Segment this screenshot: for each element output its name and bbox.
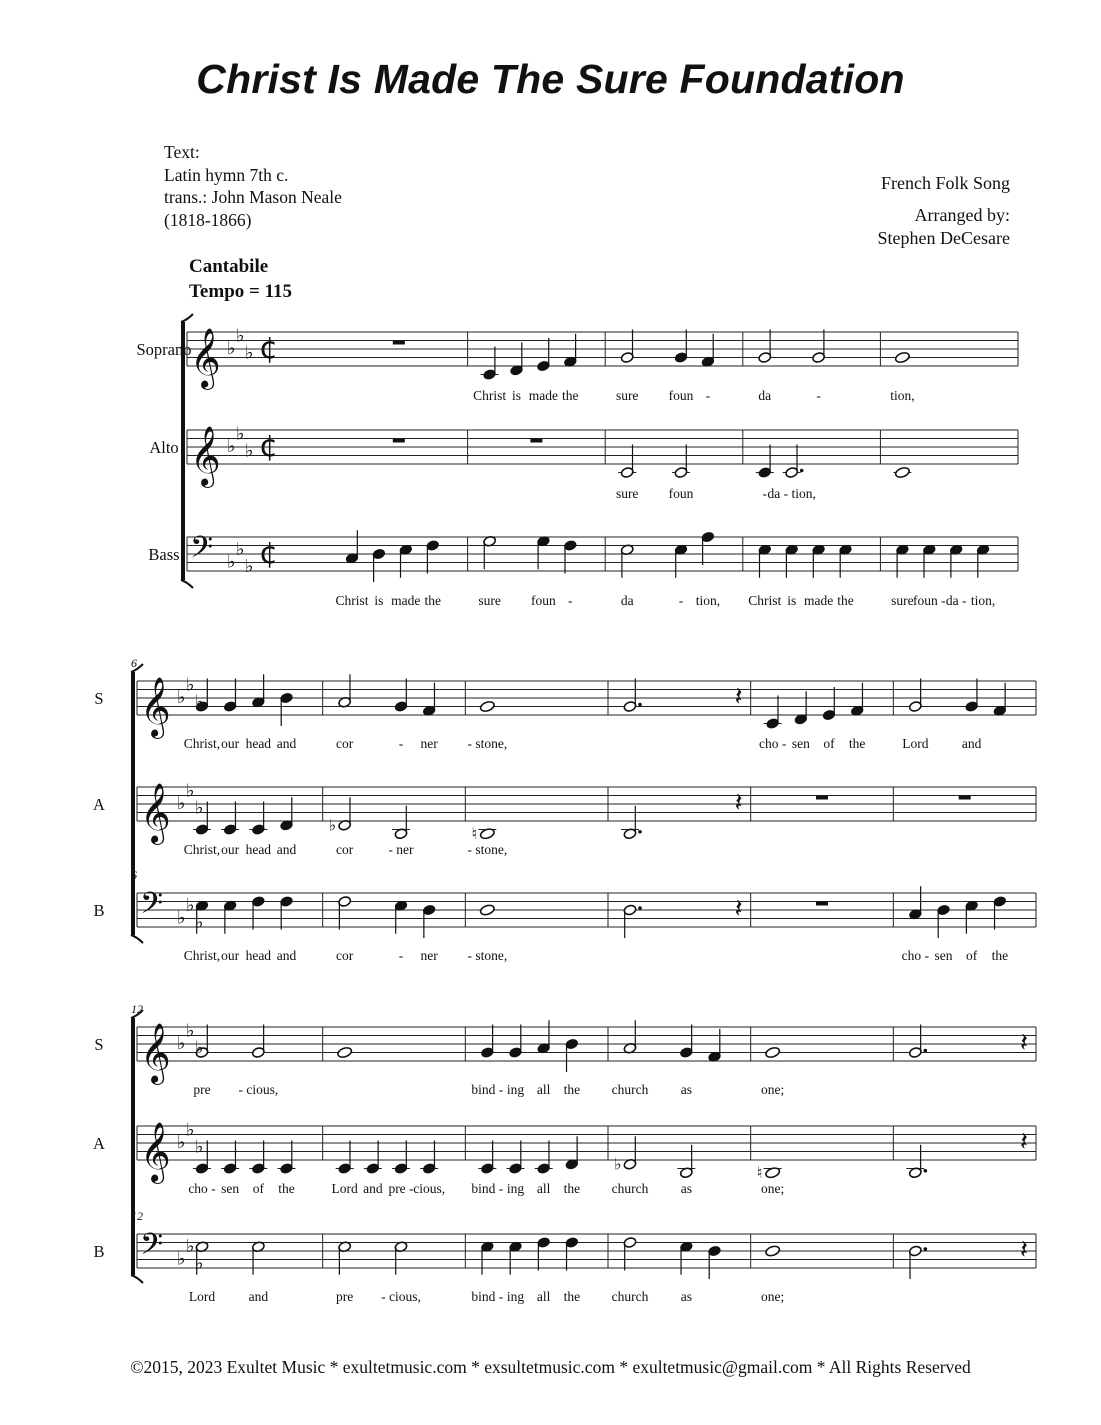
whole-rest-icon (393, 439, 405, 443)
lyric-syllable: tion, (890, 388, 915, 403)
quarter-rest-icon: 𝄽 (1020, 1235, 1028, 1265)
expression-marking: Cantabile (189, 256, 269, 277)
lyric-syllable: da (620, 593, 634, 608)
key-flat-icon: ♭ (227, 338, 236, 359)
quarter-rest-icon: 𝄽 (734, 682, 743, 712)
lyric-syllable: the (837, 593, 854, 608)
key-flat-icon: ♭ (177, 1033, 186, 1054)
lyric-syllable: all (536, 1289, 551, 1304)
lyric-syllable: cor (336, 948, 354, 963)
lyric-syllable: cho - (758, 736, 787, 751)
lyric-syllable: head (245, 736, 272, 751)
lyric-syllable: pre (193, 1082, 211, 1097)
lyric-syllable: bind - (471, 1181, 504, 1196)
text-credit-line: Latin hymn 7th c. (164, 164, 289, 185)
lyric-syllable: all (536, 1082, 551, 1097)
lyric-syllable: - (568, 593, 573, 608)
lyric-syllable: the (278, 1181, 295, 1196)
key-flat-icon: ♭ (195, 1252, 204, 1274)
lyric-syllable: Christ, (183, 948, 221, 963)
bass-clef-icon: 𝄢 (140, 1228, 164, 1269)
lyric-syllable: and (276, 948, 297, 963)
text-credit-line: Text: (164, 142, 200, 162)
tempo-bpm: Tempo = 115 (189, 281, 293, 302)
measure-number: 6 (131, 656, 137, 670)
measure-number: 12 (131, 1002, 143, 1016)
whole-rest-icon (816, 902, 828, 906)
augmentation-dot (638, 703, 642, 707)
augmentation-dot (800, 469, 804, 473)
augmentation-dot (924, 1049, 928, 1053)
system-bracket (131, 1018, 135, 1275)
lyric-syllable: pre - (388, 1181, 414, 1196)
lyric-syllable: one; (761, 1181, 785, 1196)
lyric-syllable: made (528, 388, 559, 403)
voice-label: B (93, 1242, 105, 1261)
lyric-syllable: as (680, 1082, 692, 1097)
lyric-syllable: is (374, 593, 384, 608)
lyric-syllable: sen (221, 1181, 240, 1196)
key-flat-icon: ♭ (186, 1020, 195, 1042)
cut-time-icon: ¢ (259, 536, 279, 571)
lyric-syllable: - stone, (467, 842, 508, 857)
augmentation-dot (924, 1169, 928, 1173)
text-credit-line: (1818-1866) (164, 209, 252, 230)
key-flat-icon: ♭ (177, 1248, 186, 1270)
key-flat-icon: ♭ (177, 687, 186, 708)
lyric-syllable: da (758, 388, 772, 403)
lyric-syllable: the (563, 1181, 581, 1196)
arranged-label: Arranged by: (914, 205, 1010, 225)
lyric-syllable: - (398, 736, 404, 751)
lyric-syllable: pre (336, 1289, 354, 1304)
lyric-syllable: sure (615, 486, 639, 501)
quarter-rest-icon: 𝄽 (734, 894, 743, 924)
bass-clef-icon: 𝄢 (140, 887, 164, 928)
measure-number: 12 (131, 1209, 143, 1223)
voice-label: A (93, 1134, 105, 1153)
key-flat-icon: ♭ (186, 1119, 195, 1141)
key-flat-icon: ♭ (177, 793, 186, 814)
note-head (894, 351, 910, 364)
lyric-syllable: ing (506, 1082, 525, 1097)
voice-label: S (94, 689, 104, 708)
key-flat-icon: ♭ (245, 342, 254, 364)
lyric-syllable: is (511, 388, 522, 403)
treble-clef-icon: 𝄞 (190, 328, 221, 388)
key-flat-icon: ♭ (195, 1037, 204, 1059)
lyric-syllable: one; (761, 1289, 785, 1304)
treble-clef-icon: 𝄞 (140, 1023, 171, 1083)
lyric-syllable: foun (668, 486, 694, 501)
lyric-syllable: foun - (912, 593, 946, 608)
system-bracket (131, 672, 135, 935)
page-title: Christ Is Made The Sure Foundation (196, 56, 905, 102)
lyric-syllable: - (678, 593, 684, 608)
lyric-syllable: foun (531, 593, 556, 608)
staff-a (137, 787, 1036, 840)
lyric-syllable: made (391, 593, 421, 608)
lyric-syllable: tion, (970, 593, 996, 608)
lyric-syllable: one; (761, 1082, 785, 1097)
lyric-syllable: tion, (695, 593, 721, 608)
staff-bass (187, 530, 1018, 582)
bracket-top-hook (181, 314, 193, 322)
lyric-syllable: is (787, 593, 797, 608)
augmentation-dot (638, 830, 642, 834)
key-flat-icon: ♭ (195, 691, 204, 713)
lyric-syllable: - stone, (467, 736, 508, 751)
lyric-syllable: cor (336, 842, 354, 857)
natural-sign-icon: ♮ (756, 1162, 763, 1182)
lyric-syllable: cor (336, 736, 354, 751)
lyric-syllable: the (563, 1289, 581, 1304)
whole-rest-icon (959, 796, 971, 800)
key-flat-icon: ♭ (195, 797, 204, 819)
note-head (479, 904, 495, 917)
lyric-syllable: sure (891, 593, 914, 608)
text-credit-line: trans.: John Mason Neale (164, 187, 342, 207)
bass-clef-icon: 𝄢 (190, 531, 214, 572)
flat-sign-icon: ♭ (328, 815, 337, 835)
note-head (765, 1046, 781, 1059)
lyric-syllable: ing (506, 1289, 525, 1304)
lyric-syllable: head (245, 948, 272, 963)
lyric-syllable: sure (615, 388, 639, 403)
lyric-syllable: - ner (388, 842, 414, 857)
bracket-bottom-hook (131, 935, 143, 943)
key-flat-icon: ♭ (236, 538, 245, 560)
bracket-bottom-hook (181, 580, 193, 588)
lyric-syllable: - cious, (381, 1289, 421, 1304)
voice-label: A (93, 795, 105, 814)
key-flat-icon: ♭ (245, 555, 254, 577)
lyric-syllable: the (562, 388, 579, 403)
lyric-syllable: ner (420, 948, 438, 963)
staff-b (137, 1234, 1036, 1279)
lyric-syllable: da - tion, (767, 486, 816, 501)
lyric-syllable: Christ, (183, 842, 221, 857)
key-flat-icon: ♭ (227, 436, 236, 457)
quarter-rest-icon: 𝄽 (734, 788, 743, 818)
augmentation-dot (924, 1247, 928, 1251)
voice-label: B (93, 901, 105, 920)
lyric-syllable: made (803, 593, 834, 608)
system-3 (131, 1010, 1036, 1283)
lyric-syllable: the (848, 736, 866, 751)
voice-label: S (94, 1035, 104, 1054)
note-head (479, 700, 495, 713)
lyric-syllable: Christ (473, 388, 507, 403)
augmentation-dot (638, 906, 642, 910)
staff-alto (187, 430, 1018, 479)
quarter-rest-icon: 𝄽 (1020, 1127, 1028, 1157)
staff-s (137, 1020, 1036, 1072)
lyric-syllable: and (961, 736, 982, 751)
lyric-syllable: da - (945, 593, 967, 608)
whole-rest-icon (530, 439, 542, 443)
lyric-syllable: the (424, 593, 441, 608)
lyric-syllable: - (762, 486, 768, 501)
whole-rest-icon (393, 341, 405, 345)
lyric-syllable: of (966, 948, 978, 963)
lyric-syllable: cious, (413, 1181, 446, 1196)
lyric-syllable: cho - (901, 948, 930, 963)
lyric-syllable: Christ, (183, 736, 221, 751)
lyric-syllable: as (680, 1181, 692, 1196)
key-flat-icon: ♭ (227, 551, 236, 573)
whole-rest-icon (816, 796, 828, 800)
lyric-syllable: and (276, 736, 297, 751)
lyric-syllable: bind - (471, 1082, 504, 1097)
treble-clef-icon: 𝄞 (140, 677, 171, 737)
lyric-syllable: the (563, 1082, 581, 1097)
note-head (337, 1046, 353, 1059)
lyric-syllable: bind - (471, 1289, 504, 1304)
bracket-bottom-hook (131, 1275, 143, 1283)
lyric-syllable: sen (934, 948, 953, 963)
lyric-syllable: head (245, 842, 272, 857)
lyric-syllable: foun (668, 388, 694, 403)
treble-clef-icon: 𝄞 (140, 1122, 171, 1182)
quarter-rest-icon: 𝄽 (1020, 1028, 1028, 1058)
staff-s (137, 674, 1036, 729)
lyric-syllable: and (248, 1289, 269, 1304)
lyric-syllable: as (680, 1289, 692, 1304)
lyric-syllable: Christ (748, 593, 782, 608)
voice-label: Alto (149, 438, 179, 457)
lyric-syllable: church (611, 1082, 649, 1097)
system-1 (181, 314, 1018, 588)
voice-label: Soprano (136, 340, 192, 359)
measure-number: 6 (131, 868, 137, 882)
music-source: French Folk Song (880, 173, 1010, 193)
key-flat-icon: ♭ (236, 325, 245, 347)
lyric-syllable: Lord (188, 1289, 216, 1304)
system-bracket (181, 322, 185, 580)
lyric-syllable: Christ (335, 593, 369, 608)
key-flat-icon: ♭ (245, 440, 254, 462)
lyric-syllable: - stone, (467, 948, 508, 963)
copyright-footer: ©2015, 2023 Exultet Music * exultetmusic.com * exsultetmusic.com * exultetmusic@gmail.com * All Rights Reserved (130, 1357, 971, 1377)
lyric-syllable: church (611, 1289, 649, 1304)
key-flat-icon: ♭ (236, 423, 245, 445)
treble-clef-icon: 𝄞 (140, 783, 171, 843)
lyric-syllable: all (536, 1181, 551, 1196)
lyric-syllable: ing (506, 1181, 525, 1196)
lyric-syllable: our (221, 736, 240, 751)
lyric-syllable: - cious, (238, 1082, 279, 1097)
treble-clef-icon: 𝄞 (190, 426, 221, 486)
key-flat-icon: ♭ (195, 911, 204, 933)
staff-soprano (187, 330, 1018, 381)
key-flat-icon: ♭ (186, 780, 195, 802)
lyric-syllable: and (276, 842, 297, 857)
lyric-syllable: - (398, 948, 404, 963)
staff-b (137, 886, 1036, 938)
flat-sign-icon: ♭ (614, 1154, 622, 1174)
lyric-syllable: of (823, 736, 835, 751)
key-flat-icon: ♭ (186, 674, 195, 696)
key-flat-icon: ♭ (177, 907, 186, 929)
lyric-syllable: church (611, 1181, 649, 1196)
lyric-syllable: ner (420, 736, 438, 751)
key-flat-icon: ♭ (177, 1132, 186, 1153)
lyric-syllable: - (816, 388, 821, 403)
voice-label: Bass (148, 545, 180, 564)
key-flat-icon: ♭ (195, 1136, 204, 1158)
arranger-name: Stephen DeCesare (877, 228, 1010, 248)
note-head (894, 466, 910, 479)
cut-time-icon: ¢ (259, 331, 279, 366)
lyric-syllable: Lord (902, 736, 929, 751)
lyric-syllable: our (221, 842, 240, 857)
note-head (765, 1245, 781, 1258)
lyric-syllable: the (991, 948, 1009, 963)
lyric-syllable: Lord (331, 1181, 358, 1196)
lyric-syllable: sure (478, 593, 501, 608)
lyric-syllable: sen (791, 736, 810, 751)
cut-time-icon: ¢ (259, 429, 279, 464)
lyric-syllable: of (252, 1181, 264, 1196)
lyric-syllable: our (221, 948, 240, 963)
system-2 (131, 664, 1036, 943)
staff-a (137, 1126, 1036, 1179)
lyric-syllable: cho - (188, 1181, 216, 1196)
lyric-syllable: - (705, 388, 711, 403)
natural-sign-icon: ♮ (471, 823, 478, 843)
key-flat-icon: ♭ (186, 894, 195, 916)
key-flat-icon: ♭ (186, 1235, 195, 1257)
lyric-syllable: and (363, 1181, 383, 1196)
